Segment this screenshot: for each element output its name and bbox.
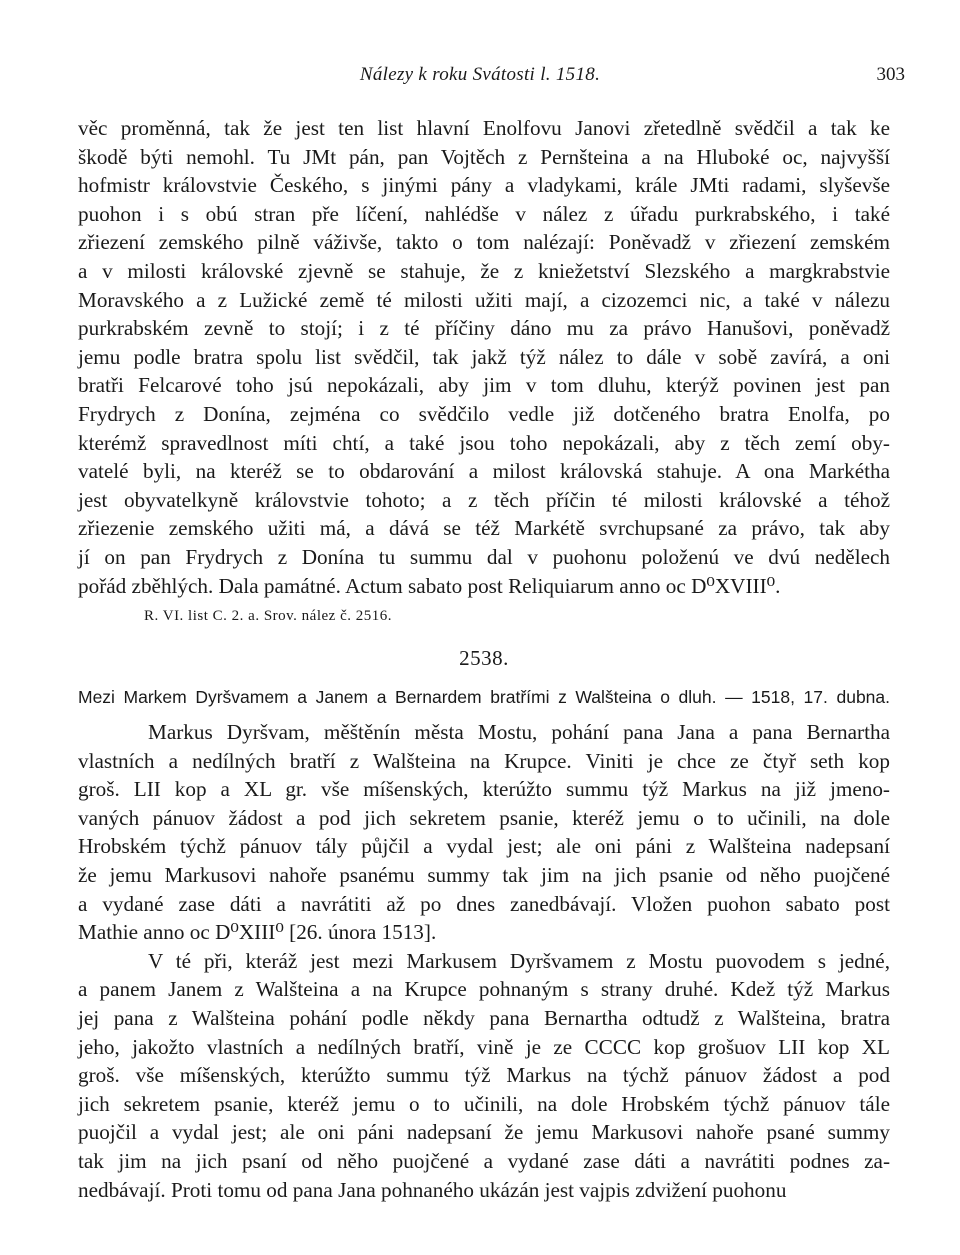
text-line: jeho, jakožto vlastních a nedílných bratří, vině je ze CCCC kop grošuov LII kop XL (78, 1034, 890, 1059)
text-line: zřiezenie zemského užiti má, a dává se též Markétě svrchupsané za právo, tak aby (78, 516, 890, 541)
text-line: Markus Dyršvam, měštěnín města Mostu, pohání pana Jana a pana Bernartha (148, 720, 890, 745)
text-line: groš. LII kop a XL gr. vše míšenských, kterúžto summu týž Markus na již jmeno- (78, 777, 890, 802)
text-line: a vydané zase dáti a navrátiti až po dnes zanedbávají. Vložen puohon sabato post (78, 891, 890, 916)
text-line: že jemu Markusovi nahoře psanému summy tak jim na jich psanie od něho puojčené (78, 863, 890, 888)
text-line: puohon i s obú stran pře líčení, nahlédše v nález z úřadu purkrabského, i také (78, 201, 890, 226)
text-line: jí on pan Frydrych z Donína tu summu dal v puohonu položenú ve dvú nedělech (78, 544, 890, 569)
text-line: bratři Felcarové toho jsú nepokázali, aby jim v tom dluhu, kterýž povinen jest pan (78, 373, 890, 398)
text-line: jej pana z Walšteina pohání podle někdy pana Bernartha odtudž z Walšteina, bratra (78, 1006, 890, 1031)
text-line: Moravského a z Lužické země té milosti užiti mají, a cizozemci nic, a také v nálezu (78, 287, 890, 312)
body-text (78, 114, 890, 1204)
text-line: a v milosti královské zjevně se stahuje, že z kniežetství Slezského a margkrabstvie (78, 258, 890, 283)
text-line: vlastních a nedílných bratří z Walšteina na Krupce. Viniti je chce ze čtyř seth kop (78, 748, 890, 773)
entry-number: 2538. (459, 646, 509, 671)
text-line: nedbávají. Proti tomu od pana Jana pohnaného ukázán jest vajpis zdvižení puohonu (78, 1177, 787, 1202)
text-line: vatelé byli, na kteréž se to obdarování a milost královská stahuje. A ona Markétha (78, 459, 890, 484)
text-line: Hrobském týchž pánuov tály půjčil a vydal jest; ale oni páni z Walšteina nadepsaní (78, 834, 890, 859)
text-line: vaných pánuov žádost a pod jich sekretem psanie, kteréž jemu o to učinili, na dole (78, 805, 890, 830)
page-number: 303 (876, 64, 905, 85)
page-header (0, 64, 960, 94)
text-line: puojčil a vydal jest; ale oni páni nadepsaní že jemu Markusovi nahoře psané summy (78, 1120, 890, 1145)
paragraph-dispute (78, 947, 890, 1204)
paragraph-summons (78, 718, 890, 947)
text-line: V té při, kteráž jest mezi Markusem Dyršvamem z Mostu puovodem s jedné, (148, 948, 890, 973)
text-line: jemu podle bratra spolu list svědčil, tak jakž týž nález to dále v sobě zavírá, a oni (78, 344, 890, 369)
running-title: Nálezy k roku Svátosti l. 1518. (359, 64, 601, 85)
text-line: zřiezení zemského pilně váživše, takto o tom nalézají: Poněvadž v zřiezení zemském (78, 230, 890, 255)
text-line: tak jim na jich psaní od něho puojčené a vydané zase dáti a navrátiti podnes za- (78, 1149, 890, 1173)
text-line: a panem Janem z Walšteina a na Krupce pohnaným s strany druhé. Kdež týž Markus (78, 977, 890, 1002)
text-line: Mathie anno oc D⁰XIII⁰ [26. února 1513]. (78, 920, 437, 945)
text-line: škodě býti nemohl. Tu JMt pán, pan Vojtěch z Pernšteina a na Hluboké oc, najvyšší (78, 144, 890, 169)
text-line: kterémž spravedlnost míti chtí, a také jsou toho nepokázali, aby z těch zemí oby- (78, 430, 890, 455)
text-line: Frydrych z Donína, zejména co svědčilo vedle již dotčeného bratra Enolfa, po (78, 401, 890, 426)
text-line: pořád zběhlých. Dala památné. Actum sabato post Reliquiarum anno oc D⁰XVIII⁰. (78, 573, 781, 598)
text-line: jest obyvatelkyně královstvie tohoto; a z těch příčin té milosti královské a téhož (78, 487, 890, 512)
text-line: hofmistr královstvie Českého, s jinými pány a vladykami, krále JMti radami, slyševše (78, 173, 890, 198)
entry-heading: Mezi Markem Dyršvamem a Janem a Bernardem bratřími z Walšteina o dluh. — 1518, 17. dubna. (78, 687, 890, 708)
source-note: R. VI. list C. 2. a. Srov. nález č. 2516. (144, 608, 392, 625)
text-line: jich sekretem psanie, kteréž jemu o to učinili, na dole Hrobském týchž pánuov tále (78, 1091, 890, 1116)
text-line: věc proměnná, tak že jest ten list hlavní Enolfovu Janovi zřetedlně svědčil a tak ke (78, 116, 890, 140)
paragraph-verdict-continuation (78, 114, 890, 600)
text-line: purkrabském zevně to stojí; i z té příčiny dáno mu za právo Hanušovi, poněvadž (78, 316, 890, 341)
text-line: groš. vše míšenských, kterúžto summu týž Markus na týchž pánuov žádost a pod (78, 1063, 890, 1088)
